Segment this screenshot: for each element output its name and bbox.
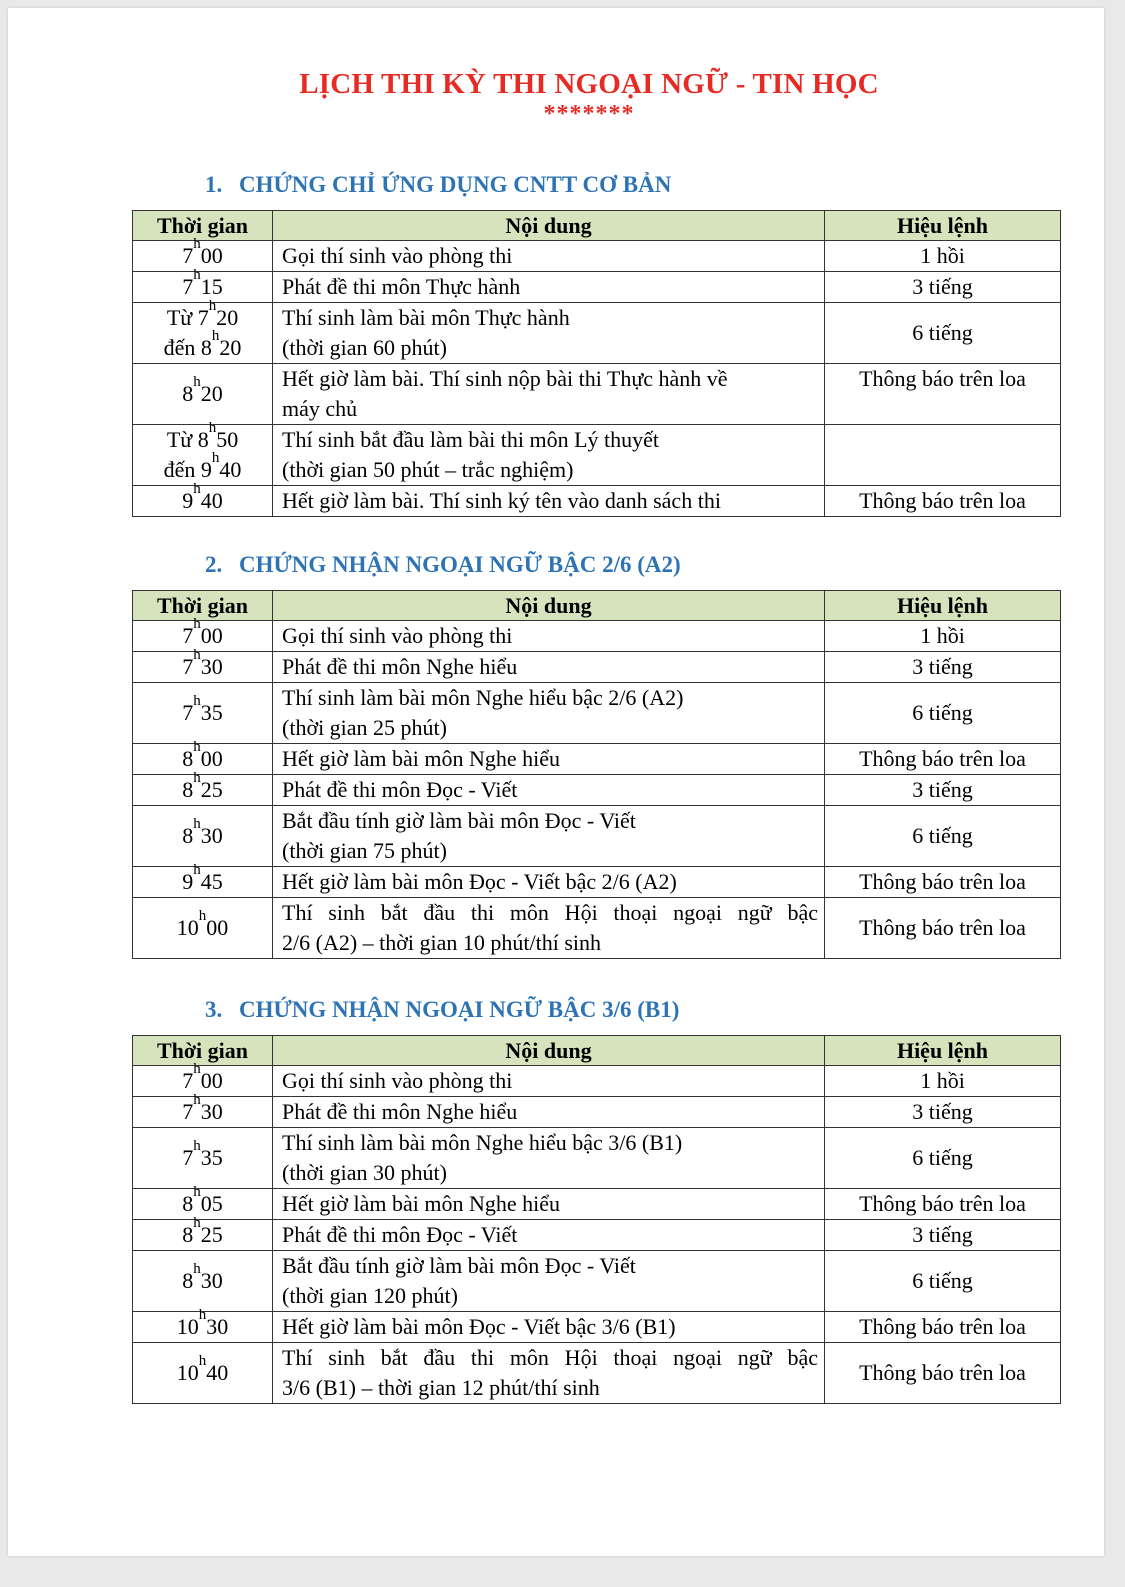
hour-marker: h	[193, 1138, 201, 1154]
time-hour: 8	[182, 746, 194, 771]
hour-marker: h	[193, 267, 201, 283]
command-cell: 1 hồi	[825, 1066, 1061, 1097]
time-line	[133, 1353, 272, 1388]
time-minute: 05	[200, 1191, 223, 1216]
table-row	[133, 1189, 1061, 1220]
header-content: Nội dung	[273, 591, 825, 621]
time-minute: 30	[206, 1314, 229, 1339]
time-hour: 7	[182, 654, 194, 679]
time-minute: 20	[216, 305, 239, 330]
command-cell: 6 tiếng	[825, 1251, 1061, 1312]
content-line: Phát đề thi môn Thực hành	[282, 274, 521, 299]
time-cell	[133, 1061, 273, 1097]
time-line	[133, 420, 272, 455]
time-minute: 40	[200, 488, 223, 513]
time-line	[133, 1092, 272, 1127]
command-cell: 1 hồi	[825, 241, 1061, 272]
time-line	[133, 739, 272, 774]
time-minute: 45	[200, 869, 223, 894]
time-minute: 20	[200, 381, 223, 406]
time-prefix: Từ	[166, 427, 198, 452]
header-time: Thời gian	[133, 1036, 273, 1066]
content-line: máy chủ	[282, 396, 358, 421]
time-cell	[133, 898, 273, 959]
command-cell	[825, 425, 1061, 486]
command-cell: 6 tiếng	[825, 1128, 1061, 1189]
time-line	[133, 1184, 272, 1219]
content-cell	[273, 1066, 825, 1097]
time-cell	[133, 770, 273, 806]
time-minute: 15	[200, 274, 223, 299]
hour-marker: h	[211, 328, 220, 344]
section-heading-3	[205, 997, 679, 1023]
time-line	[133, 862, 272, 897]
time-minute: 20	[219, 335, 242, 360]
section-number: 2.	[205, 552, 223, 577]
time-line	[133, 481, 272, 516]
command-cell: 3 tiếng	[825, 652, 1061, 683]
hour-marker: h	[193, 862, 201, 878]
time-cell	[133, 1343, 273, 1404]
time-line	[133, 298, 272, 333]
time-hour: 8	[182, 1191, 194, 1216]
header-time: Thời gian	[133, 591, 273, 621]
content-cell	[273, 1097, 825, 1128]
time-cell	[133, 1307, 273, 1343]
header-command: Hiệu lệnh	[825, 1036, 1061, 1066]
command-cell: 3 tiếng	[825, 1097, 1061, 1128]
hour-marker: h	[193, 1184, 201, 1200]
time-hour: 7	[182, 243, 194, 268]
time-hour: 10	[176, 1360, 199, 1385]
table-row	[133, 486, 1061, 517]
table-row	[133, 867, 1061, 898]
table-row	[133, 775, 1061, 806]
command-cell: Thông báo trên loa	[825, 744, 1061, 775]
content-cell	[273, 683, 825, 744]
time-cell	[133, 1251, 273, 1312]
table-row	[133, 683, 1061, 744]
time-minute: 35	[200, 1145, 223, 1170]
header-time: Thời gian	[133, 211, 273, 241]
content-cell	[273, 303, 825, 364]
content-line: Hết giờ làm bài môn Nghe hiểu	[282, 746, 561, 771]
hour-marker: h	[211, 450, 220, 466]
content-line: Gọi thí sinh vào phòng thi	[282, 243, 513, 268]
time-cell	[133, 420, 273, 486]
content-line: (thời gian 50 phút – trắc nghiệm)	[282, 457, 574, 482]
content-cell	[273, 867, 825, 898]
time-prefix: đến	[163, 335, 201, 360]
hour-marker: h	[193, 1215, 201, 1231]
time-hour: 7	[182, 700, 194, 725]
time-cell	[133, 616, 273, 652]
time-minute: 25	[200, 777, 223, 802]
content-cell	[273, 775, 825, 806]
hour-marker: h	[193, 816, 201, 832]
schedule-table-2	[132, 590, 1061, 959]
command-cell: Thông báo trên loa	[825, 898, 1061, 959]
content-line: (thời gian 25 phút)	[282, 715, 447, 740]
time-hour: 8	[182, 823, 194, 848]
time-hour: 7	[182, 623, 194, 648]
table-row	[133, 241, 1061, 272]
content-line: (thời gian 120 phút)	[282, 1283, 458, 1308]
time-minute: 30	[200, 1099, 223, 1124]
header-command: Hiệu lệnh	[825, 591, 1061, 621]
time-prefix: đến	[163, 457, 201, 482]
time-minute: 00	[200, 746, 223, 771]
time-hour: 7	[182, 1099, 194, 1124]
table-header-row	[133, 1036, 1061, 1066]
time-minute: 00	[200, 1068, 223, 1093]
content-line: 3/6 (B1) – thời gian 12 phút/thí sinh	[282, 1375, 600, 1400]
command-cell: 3 tiếng	[825, 775, 1061, 806]
content-line: Thí sinh làm bài môn Nghe hiểu bậc 2/6 (A2)	[282, 685, 684, 710]
time-line	[133, 816, 272, 851]
title-separator: *******	[543, 101, 635, 127]
section-number: 1.	[205, 172, 223, 197]
content-line: Thí sinh bắt đầu thi môn Hội thoại ngoại ngữ bậc	[282, 900, 818, 925]
time-cell	[133, 1092, 273, 1128]
table-row	[133, 744, 1061, 775]
time-line	[133, 1215, 272, 1250]
table-row	[133, 898, 1061, 959]
time-line	[133, 267, 272, 302]
time-line	[133, 647, 272, 682]
time-minute: 40	[219, 457, 242, 482]
content-line: Bắt đầu tính giờ làm bài môn Đọc - Viết	[282, 808, 636, 833]
content-cell	[273, 1312, 825, 1343]
time-minute: 30	[200, 654, 223, 679]
header-content: Nội dung	[273, 1036, 825, 1066]
table-header-row	[133, 211, 1061, 241]
time-cell	[133, 806, 273, 867]
hour-marker: h	[198, 1353, 207, 1369]
time-cell	[133, 267, 273, 303]
table-row	[133, 303, 1061, 364]
time-minute: 35	[200, 700, 223, 725]
content-line: Hết giờ làm bài. Thí sinh nộp bài thi Thực hành về	[282, 366, 728, 391]
table-header-row	[133, 591, 1061, 621]
time-hour: 8	[182, 777, 194, 802]
content-cell	[273, 898, 825, 959]
content-line: (thời gian 60 phút)	[282, 335, 447, 360]
content-cell	[273, 1128, 825, 1189]
header-command: Hiệu lệnh	[825, 211, 1061, 241]
hour-marker: h	[193, 616, 201, 632]
content-line: (thời gian 75 phút)	[282, 838, 447, 863]
content-line: Hết giờ làm bài. Thí sinh ký tên vào danh sách thi	[282, 488, 721, 513]
content-cell	[273, 425, 825, 486]
time-line	[133, 616, 272, 651]
time-line	[133, 1307, 272, 1342]
content-line: Thí sinh bắt đầu làm bài thi môn Lý thuyết	[282, 427, 659, 452]
time-line	[133, 236, 272, 271]
content-cell	[273, 241, 825, 272]
hour-marker: h	[193, 739, 201, 755]
content-cell	[273, 652, 825, 683]
content-line: Hết giờ làm bài môn Đọc - Viết bậc 3/6 (B1)	[282, 1314, 676, 1339]
time-line	[133, 1061, 272, 1096]
table-row	[133, 1251, 1061, 1312]
hour-marker: h	[193, 1092, 201, 1108]
time-hour: 7	[197, 305, 209, 330]
content-cell	[273, 1343, 825, 1404]
time-hour: 7	[182, 1068, 194, 1093]
table-row	[133, 1128, 1061, 1189]
content-line: Thí sinh làm bài môn Thực hành	[282, 305, 570, 330]
time-hour: 8	[200, 335, 212, 360]
table-row	[133, 652, 1061, 683]
content-line: Phát đề thi môn Đọc - Viết	[282, 777, 518, 802]
content-line: Thí sinh làm bài môn Nghe hiểu bậc 3/6 (B1)	[282, 1130, 683, 1155]
time-hour: 10	[176, 915, 199, 940]
time-cell	[133, 1184, 273, 1220]
content-line: Gọi thí sinh vào phòng thi	[282, 1068, 513, 1093]
time-line	[133, 908, 272, 943]
hour-marker: h	[198, 908, 207, 924]
command-cell: Thông báo trên loa	[825, 486, 1061, 517]
content-cell	[273, 806, 825, 867]
content-line: Phát đề thi môn Nghe hiểu	[282, 654, 518, 679]
table-row	[133, 1312, 1061, 1343]
section-title: CHỨNG NHẬN NGOẠI NGỮ BẬC 3/6 (B1)	[239, 997, 680, 1022]
time-cell	[133, 862, 273, 898]
time-line	[133, 450, 272, 485]
hour-marker: h	[193, 1061, 201, 1077]
time-cell	[133, 1128, 273, 1189]
time-hour: 9	[200, 457, 212, 482]
section-heading-1	[205, 172, 671, 198]
time-prefix: Từ	[166, 305, 198, 330]
command-cell: 3 tiếng	[825, 272, 1061, 303]
hour-marker: h	[208, 420, 217, 436]
time-cell	[133, 739, 273, 775]
table-row	[133, 1343, 1061, 1404]
time-hour: 8	[197, 427, 209, 452]
time-minute: 30	[200, 1268, 223, 1293]
hour-marker: h	[193, 770, 201, 786]
table-row	[133, 425, 1061, 486]
time-hour: 7	[182, 274, 194, 299]
time-line	[133, 1261, 272, 1296]
command-cell: Thông báo trên loa	[825, 1343, 1061, 1404]
content-cell	[273, 486, 825, 517]
table-row	[133, 1066, 1061, 1097]
hour-marker: h	[193, 374, 201, 390]
command-cell: Thông báo trên loa	[825, 364, 1061, 425]
content-line: 2/6 (A2) – thời gian 10 phút/thí sinh	[282, 930, 602, 955]
time-minute: 30	[200, 823, 223, 848]
time-hour: 8	[182, 1222, 194, 1247]
time-line	[133, 693, 272, 728]
time-minute: 00	[206, 915, 229, 940]
schedule-table-1	[132, 210, 1061, 517]
table-row	[133, 621, 1061, 652]
content-line: Phát đề thi môn Nghe hiểu	[282, 1099, 518, 1124]
time-hour: 7	[182, 1145, 194, 1170]
table-row	[133, 806, 1061, 867]
content-line: Bắt đầu tính giờ làm bài môn Đọc - Viết	[282, 1253, 636, 1278]
hour-marker: h	[193, 1261, 201, 1277]
content-cell	[273, 272, 825, 303]
table-row	[133, 272, 1061, 303]
table-row	[133, 1097, 1061, 1128]
table-row	[133, 1220, 1061, 1251]
command-cell: 6 tiếng	[825, 683, 1061, 744]
section-heading-2	[205, 552, 681, 578]
command-cell: Thông báo trên loa	[825, 1312, 1061, 1343]
content-cell	[273, 744, 825, 775]
hour-marker: h	[208, 298, 217, 314]
content-line: Gọi thí sinh vào phòng thi	[282, 623, 513, 648]
hour-marker: h	[193, 236, 201, 252]
time-cell	[133, 1215, 273, 1251]
time-line	[133, 328, 272, 363]
document-title: LỊCH THI KỲ THI NGOẠI NGỮ - TIN HỌC	[299, 68, 879, 100]
content-cell	[273, 621, 825, 652]
command-cell: Thông báo trên loa	[825, 867, 1061, 898]
hour-marker: h	[193, 693, 201, 709]
command-cell: 6 tiếng	[825, 806, 1061, 867]
time-hour: 8	[182, 1268, 194, 1293]
content-line: Hết giờ làm bài môn Đọc - Viết bậc 2/6 (A2)	[282, 869, 677, 894]
hour-marker: h	[193, 647, 201, 663]
time-minute: 50	[216, 427, 239, 452]
time-cell	[133, 364, 273, 425]
section-title: CHỨNG NHẬN NGOẠI NGỮ BẬC 2/6 (A2)	[239, 552, 681, 577]
time-hour: 10	[176, 1314, 199, 1339]
section-number: 3.	[205, 997, 223, 1022]
time-minute: 00	[200, 623, 223, 648]
time-minute: 25	[200, 1222, 223, 1247]
hour-marker: h	[198, 1307, 207, 1323]
content-line: Phát đề thi môn Đọc - Viết	[282, 1222, 518, 1247]
time-cell	[133, 298, 273, 364]
schedule-table-3	[132, 1035, 1061, 1404]
table-row	[133, 364, 1061, 425]
time-hour: 8	[182, 381, 194, 406]
time-cell	[133, 683, 273, 744]
time-minute: 00	[200, 243, 223, 268]
time-cell	[133, 481, 273, 517]
time-line	[133, 1138, 272, 1173]
time-hour: 9	[182, 488, 194, 513]
content-line: Thí sinh bắt đầu thi môn Hội thoại ngoại ngữ bậc	[282, 1345, 818, 1370]
command-cell: 1 hồi	[825, 621, 1061, 652]
command-cell: 3 tiếng	[825, 1220, 1061, 1251]
content-cell	[273, 1189, 825, 1220]
content-cell	[273, 1251, 825, 1312]
content-line: (thời gian 30 phút)	[282, 1160, 447, 1185]
section-title: CHỨNG CHỈ ỨNG DỤNG CNTT CƠ BẢN	[239, 172, 672, 197]
time-minute: 40	[206, 1360, 229, 1385]
content-line: Hết giờ làm bài môn Nghe hiểu	[282, 1191, 561, 1216]
time-line	[133, 770, 272, 805]
content-cell	[273, 1220, 825, 1251]
hour-marker: h	[193, 481, 201, 497]
command-cell: 6 tiếng	[825, 303, 1061, 364]
document-page	[8, 8, 1104, 1556]
command-cell: Thông báo trên loa	[825, 1189, 1061, 1220]
header-content: Nội dung	[273, 211, 825, 241]
time-cell	[133, 647, 273, 683]
time-hour: 9	[182, 869, 194, 894]
time-cell	[133, 236, 273, 272]
time-line	[133, 374, 272, 409]
content-cell	[273, 364, 825, 425]
